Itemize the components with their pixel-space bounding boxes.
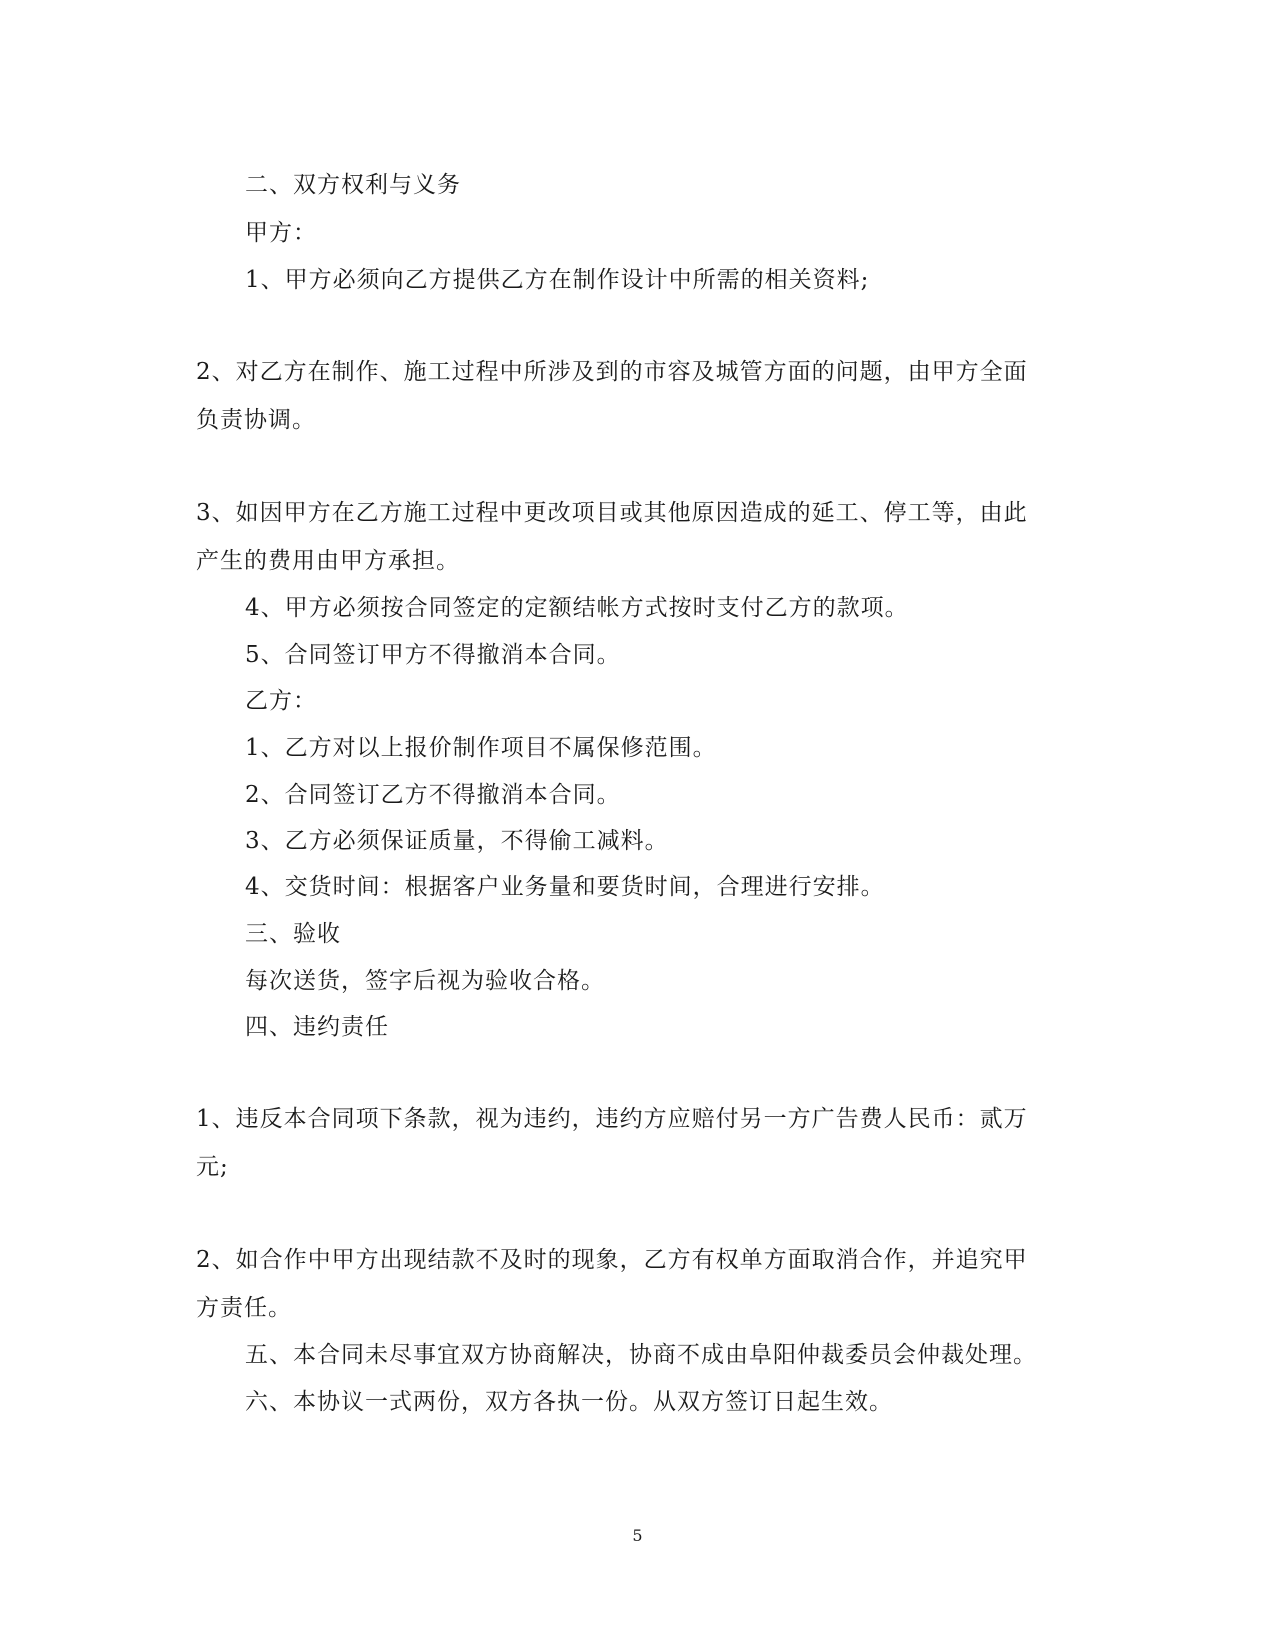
liability-clause-2-line-2: 方责任。 <box>196 1295 292 1321</box>
party-a-clause-3-line-2: 产生的费用由甲方承担。 <box>196 548 460 574</box>
liability-clause-1-line-1: 1、违反本合同项下条款，视为违约，违约方应赔付另一方广告费人民币：贰万 <box>196 1106 1028 1132</box>
party-b-clause-4: 4、交货时间：根据客户业务量和要货时间，合理进行安排。 <box>245 874 885 900</box>
party-b-clause-2: 2、合同签订乙方不得撤消本合同。 <box>245 782 621 808</box>
section-six-text: 六、本协议一式两份，双方各执一份。从双方签订日起生效。 <box>245 1389 893 1415</box>
party-a-clause-4: 4、甲方必须按合同签定的定额结帐方式按时支付乙方的款项。 <box>245 595 909 621</box>
section-heading-acceptance: 三、验收 <box>245 921 341 947</box>
liability-clause-1-line-2: 元; <box>196 1154 229 1180</box>
party-b-clause-1: 1、乙方对以上报价制作项目不属保修范围。 <box>245 735 717 761</box>
party-a-heading: 甲方： <box>245 220 317 246</box>
party-a-clause-1: 1、甲方必须向乙方提供乙方在制作设计中所需的相关资料; <box>245 267 870 293</box>
page-number: 5 <box>632 1526 643 1545</box>
party-b-heading: 乙方： <box>245 688 317 714</box>
party-a-clause-2-line-2: 负责协调。 <box>196 407 316 433</box>
section-five-text: 五、本合同未尽事宜双方协商解决，协商不成由阜阳仲裁委员会仲裁处理。 <box>245 1342 1037 1368</box>
acceptance-text: 每次送货，签字后视为验收合格。 <box>245 968 605 994</box>
party-a-clause-5: 5、合同签订甲方不得撤消本合同。 <box>245 642 621 668</box>
party-b-clause-3: 3、乙方必须保证质量，不得偷工减料。 <box>245 828 669 854</box>
section-heading-liability: 四、违约责任 <box>245 1014 389 1040</box>
liability-clause-2-line-1: 2、如合作中甲方出现结款不及时的现象，乙方有权单方面取消合作，并追究甲 <box>196 1247 1028 1273</box>
party-a-clause-2-line-1: 2、对乙方在制作、施工过程中所涉及到的市容及城管方面的问题，由甲方全面 <box>196 359 1028 385</box>
section-heading-rights-obligations: 二、双方权利与义务 <box>245 172 461 198</box>
party-a-clause-3-line-1: 3、如因甲方在乙方施工过程中更改项目或其他原因造成的延工、停工等，由此 <box>196 500 1028 526</box>
